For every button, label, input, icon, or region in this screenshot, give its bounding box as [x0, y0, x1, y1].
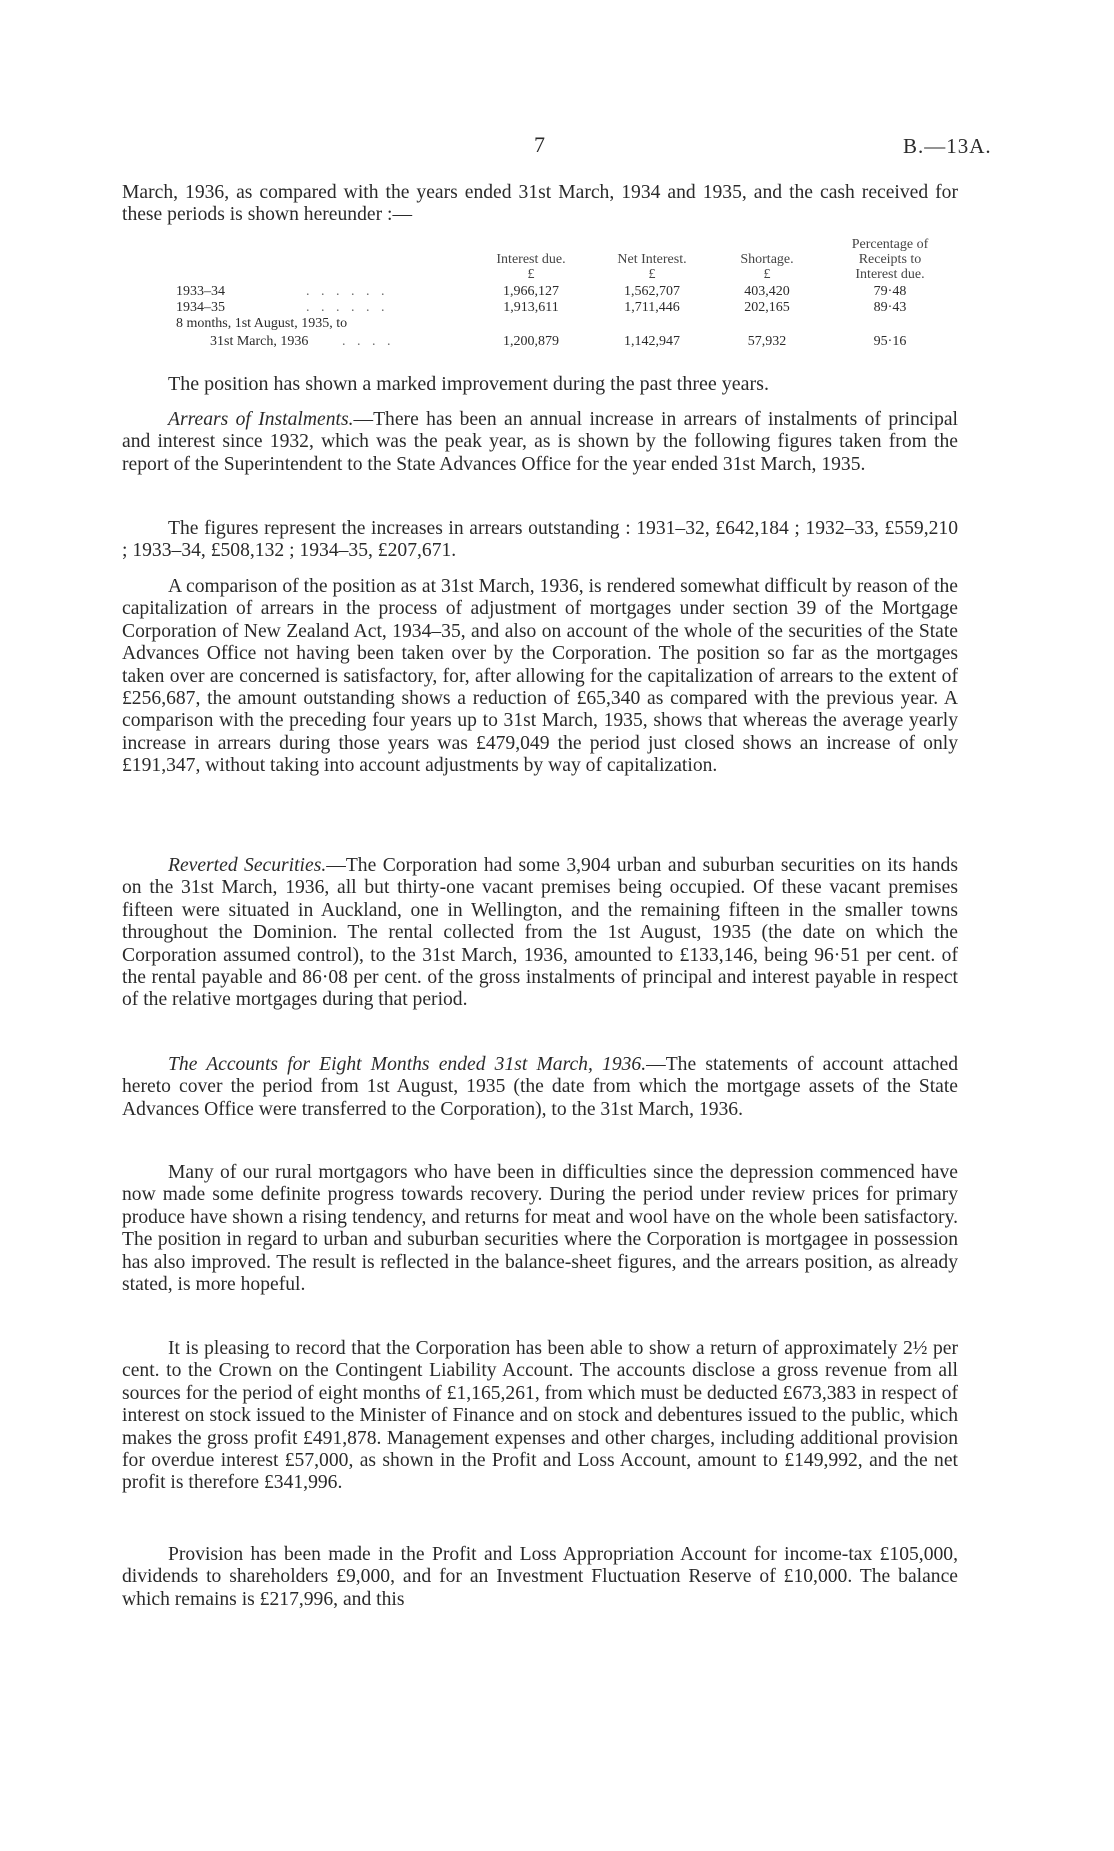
- page-reference: B.—13A.: [903, 134, 992, 158]
- cell-shortage: 202,165: [744, 300, 790, 315]
- row-8-months-label-line1: 8 months, 1st August, 1935, to: [176, 316, 348, 331]
- cell-percentage: 89·43: [873, 300, 907, 315]
- cell-interest-due: 1,200,879: [503, 334, 559, 349]
- cell-interest-due: 1,966,127: [503, 284, 559, 299]
- arrears-paragraph: [122, 409, 958, 476]
- cell-percentage: 95·16: [873, 334, 907, 349]
- provision-paragraph: Provision has been made in the Profit and Loss Appropriation Account for income-tax £105,000, dividends to shareholders £9,000, and for an Investment Fluctuation Reserve of £10,000. The balance which remains is £217,996, and this: [122, 1544, 958, 1610]
- cell-percentage: 79·48: [873, 284, 907, 299]
- cell-net-interest: 1,711,446: [624, 300, 680, 315]
- cell-net-interest: 1,562,707: [624, 284, 680, 299]
- accounts-body: —The statements of account attached hereto cover the period from 1st August, 1935 (the date from which the mortgage assets of the State Advances Office were transferred to the Corporation), to the 31st March, 1936.: [122, 1054, 958, 1120]
- figures-paragraph: The figures represent the increases in arrears outstanding : 1931–32, £642,184 ; 1932–33, £559,210 ; 1933–34, £508,132 ; 1934–35, £207,671.: [122, 518, 958, 562]
- reverted-body: —The Corporation had some 3,904 urban and suburban securities on its hands on the 31st March, 1936, all but thirty-one vacant premises being occupied. Of these vacant premises fifteen were situated in Auckland, one in Wellington, and the remaining fifteen in the smaller towns throughout the Dominion. The rental collected from the 1st August, 1935 (the date on which the Corporation assumed control), to the 31st March, 1936, amounted to £133,146, being 96·51 per cent. of the rental payable and 86·08 per cent. of the gross instalments of principal and interest payable in respect of the relative mortgages during that period.: [122, 855, 958, 1011]
- leader-dots: . . . . . .: [306, 284, 389, 299]
- header-percentage-line1: Percentage of: [851, 237, 929, 252]
- row-1934-35: [176, 300, 476, 315]
- row-label: 1934–35: [176, 300, 225, 315]
- row-8-months: [210, 334, 510, 349]
- reverted-securities-paragraph: [122, 855, 958, 1012]
- row-label: 1933–34: [176, 284, 225, 299]
- currency-net-interest: £: [648, 267, 656, 282]
- cell-shortage: 57,932: [747, 334, 787, 349]
- arrears-heading: Arrears of Instalments.: [168, 409, 354, 430]
- leader-dots: . . . .: [342, 334, 395, 349]
- rural-mortgagors-paragraph: Many of our rural mortgagors who have been in difficulties since the depression commenced have now made some definite progress towards recovery. During the period under review prices for primary produce have shown a rising tendency, and returns for meat and wool have on the whole been satisfactory. The position in regard to urban and suburban securities where the Corporation is mortgagee in possession has also improved. The result is reflected in the balance-sheet figures, and the arrears position, as already stated, is more hopeful.: [122, 1162, 958, 1296]
- currency-interest-due: £: [527, 267, 535, 282]
- reverted-heading: Reverted Securities.: [168, 855, 327, 876]
- row-label-line2: 31st March, 1936: [210, 334, 309, 349]
- header-percentage-line2: Receipts to: [858, 252, 922, 267]
- comparison-paragraph: A comparison of the position as at 31st March, 1936, is rendered somewhat difficult by reason of the capitalization of arrears in the process of adjustment of mortgages under section 39 of the Mortgage Corporation of New Zealand Act, 1934–35, and also on account of the whole of the securities of the State Advances Office not having been taken over by the Corporation. The position so far as the mortgages taken over are concerned is satisfactory, for, after allowing for the capitalization of arrears to the extent of £256,687, the amount outstanding shows a reduction of £65,340 as compared with the previous year. A comparison with the preceding four years up to 31st March, 1935, shows that whereas the average yearly increase in arrears during those years was £479,049 the period just closed shows an increase of only £191,347, without taking into account adjustments by way of capitalization.: [122, 576, 958, 777]
- page-number: 7: [534, 132, 545, 157]
- leader-dots: . . . . . .: [306, 300, 389, 315]
- arrears-body: —There has been an annual increase in arrears of instalments of principal and interest since 1932, which was the peak year, as is shown by the following figures taken from the report of the Superintendent to the State Advances Office for the year ended 31st March, 1935.: [122, 409, 959, 475]
- header-interest-due: Interest due.: [496, 252, 566, 267]
- header-net-interest: Net Interest.: [617, 252, 687, 267]
- accounts-paragraph: [122, 1054, 958, 1121]
- currency-shortage: £: [763, 267, 771, 282]
- row-1933-34: [176, 284, 476, 299]
- cell-shortage: 403,420: [744, 284, 790, 299]
- return-paragraph: It is pleasing to record that the Corporation has been able to show a return of approximately 2½ per cent. to the Crown on the Contingent Liability Account. The accounts disclose a gross revenue from all sources for the period of eight months of £1,165,261, from which must be deducted £673,383 in respect of interest on stock issued to the Minister of Finance and on stock and debentures issued to the public, which makes the gross profit £491,878. Management expenses and other charges, including additional provision for overdue interest £57,000, as shown in the Profit and Loss Account, amount to £149,992, and the net profit is therefore £341,996.: [122, 1338, 958, 1494]
- cell-net-interest: 1,142,947: [624, 334, 680, 349]
- intro-paragraph: March, 1936, as compared with the years ended 31st March, 1934 and 1935, and the cash received for these periods is shown hereunder :—: [122, 182, 958, 226]
- header-shortage: Shortage.: [740, 252, 794, 267]
- accounts-heading: The Accounts for Eight Months ended 31st March, 1936.: [168, 1054, 647, 1075]
- cell-interest-due: 1,913,611: [503, 300, 559, 315]
- header-percentage-line3: Interest due.: [855, 267, 925, 282]
- position-paragraph: The position has shown a marked improvement during the past three years.: [168, 373, 769, 395]
